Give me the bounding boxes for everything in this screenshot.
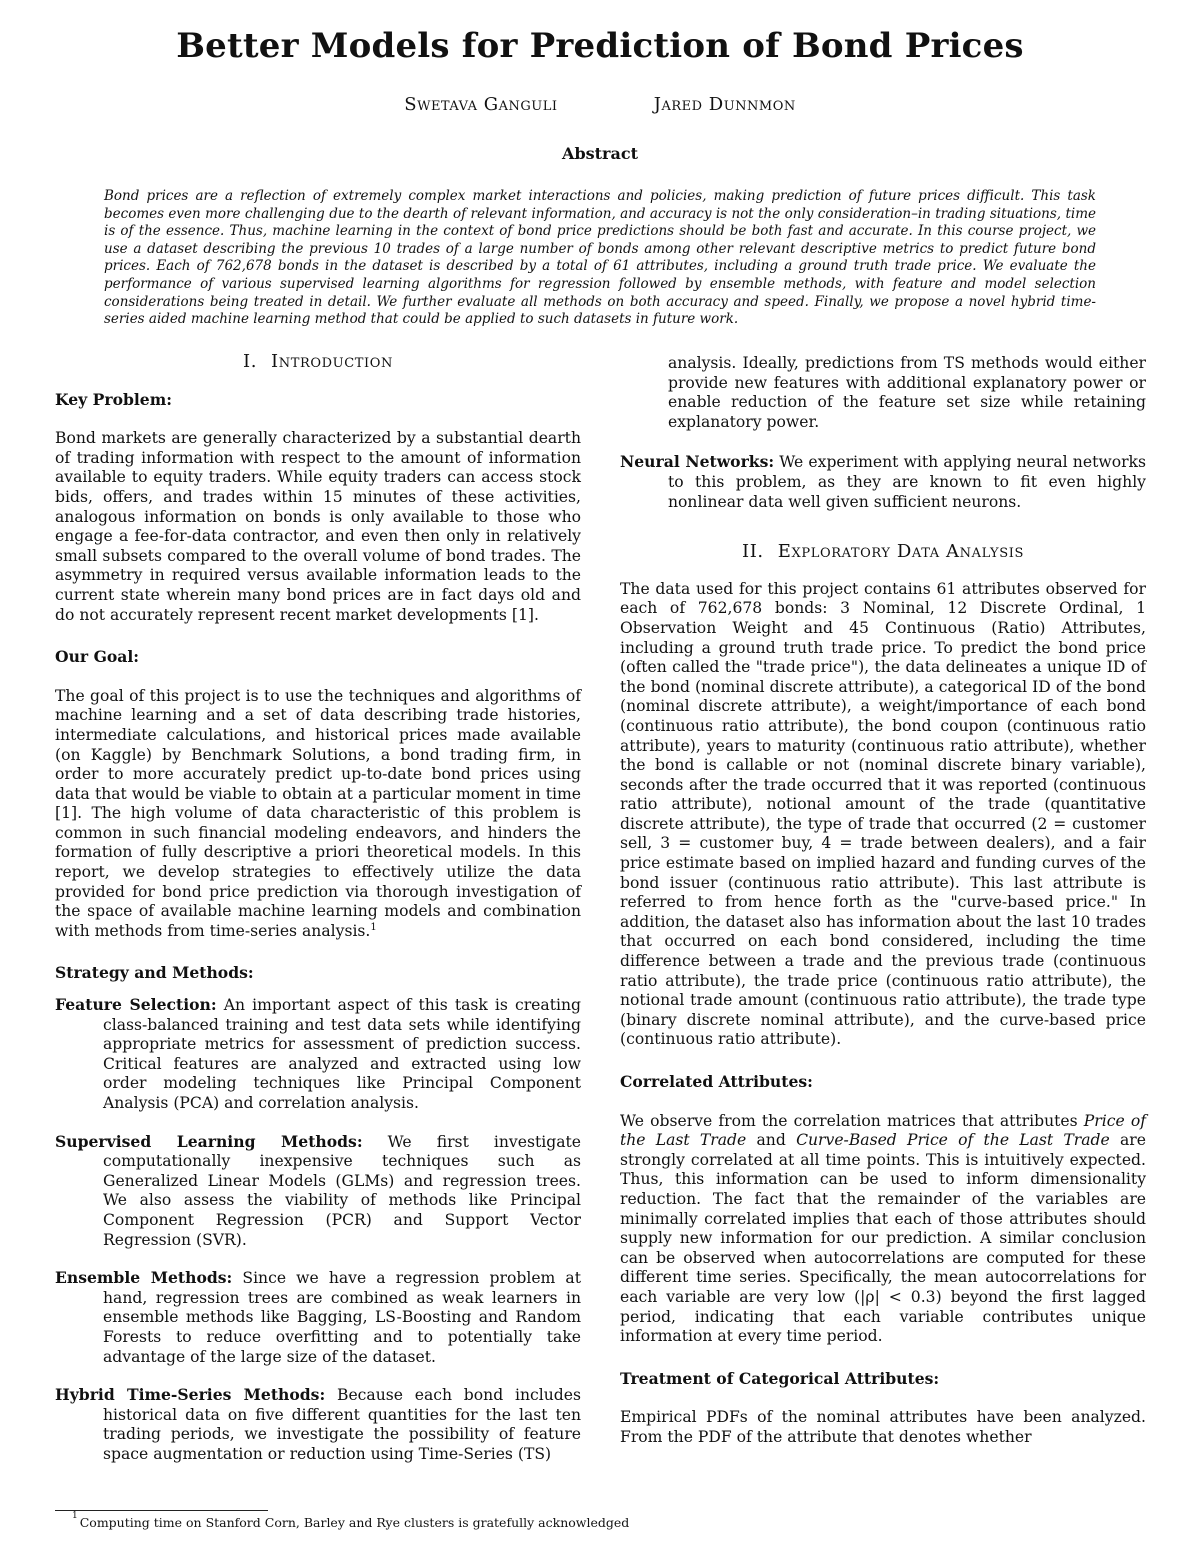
section-number: II. xyxy=(742,541,764,563)
list-item xyxy=(55,1268,581,1367)
strategy-heading: Strategy and Methods: xyxy=(55,963,254,983)
math-expression: (|ρ| < 0.3) xyxy=(854,1287,942,1306)
paper-title: Better Models for Prediction of Bond Prices xyxy=(176,26,1024,66)
right-column xyxy=(620,354,1146,1470)
list-item xyxy=(620,452,1146,512)
section-heading-introduction xyxy=(55,352,581,372)
text-run: are strongly correlated at all time points. This is intuitively expected. Thus, this information can be used to inform dimensionality reduction. The fact that the remainder of the variables are minimally correlated implies that each of those attributes should supply new information for our prediction. A similar conclusion can be observed when autocorrelations are computed for these different time series. Specifically, the mean autocorrelations for each variable are very low xyxy=(620,1131,1146,1306)
item-text: Since we have a regression problem at hand, regression trees are combined as weak learners in ensemble methods like Bagging, LS-Boosting and Random Forests to reduce overfitting and to potentially take advantage of the large size of the dataset. xyxy=(103,1269,581,1366)
categorical-attributes-heading: Treatment of Categorical Attributes: xyxy=(620,1368,940,1388)
key-problem-paragraph: Bond markets are generally characterized by a substantial dearth of trading information with respect to the amount of information available to equity traders. While equity traders can access stock bids, offers, and trades within 15 minutes of these activities, analogous information on bonds is only available to those who engage a fee-for-data contractor, and even then only in relatively small subsets compared to the overall volume of bond trades. The asymmetry in required versus available information leads to the current state wherein many bond prices are in fact days old and do not accurately represent recent market developments [1]. xyxy=(55,429,581,624)
emphasis-text: Price of the Last Trade xyxy=(620,1111,1146,1150)
hybrid-continuation: analysis. Ideally, predictions from TS methods would either provide new features with additional explanatory power or enable reduction of the feature set size while retaining explanatory power. xyxy=(668,354,1146,431)
section-title: Introduction xyxy=(271,351,393,372)
text-run: beyond the first lagged period, indicating that each variable contributes unique information at every time period. xyxy=(620,1287,1146,1346)
left-column xyxy=(55,352,581,1483)
author-list xyxy=(0,94,1200,115)
author-name: Jared Dunnmon xyxy=(653,94,796,115)
item-text: An important aspect of this task is creating class-balanced training and test data sets while identifying appropriate metrics for assessment of prediction success. Critical features are analyzed and extracted using low order modeling techniques like Principal Component Analysis (PCA) and correlation analysis. xyxy=(103,996,581,1112)
correlated-attributes-heading: Correlated Attributes: xyxy=(620,1072,813,1091)
item-text: We experiment with applying neural networks to this problem, as they are known to fit even highly nonlinear data well given sufficient neurons. xyxy=(668,453,1146,511)
section-heading-eda xyxy=(620,542,1146,562)
our-goal-paragraph xyxy=(55,687,581,942)
goal-text: The goal of this project is to use the techniques and algorithms of machine learning and a set of data describing trade histories, intermediate calculations, and historical prices made available (on Kaggle) by Benchmark Solutions, a bond trading firm, in order to more accurately predict up-to-date bond prices using data that would be viable to obtain at a particular moment in time [1]. The high volume of data characteristic of this problem is common in such financial modeling endeavors, and hinders the formation of fully descriptive a priori theoretical models. In this report, we develop strategies to effectively utilize the data provided for bond price prediction via thorough investigation of the space of available machine learning models and combination with methods from time-series analysis. xyxy=(55,686,581,940)
correlated-attributes-paragraph xyxy=(620,1112,1146,1347)
emphasis-text: Curve-Based Price of the Last Trade xyxy=(796,1131,1110,1150)
item-label: Supervised Learning Methods: xyxy=(55,1131,363,1151)
abstract-text: Bond prices are a reflection of extremely complex market interactions and policies, making prediction of future prices difficult. This task becomes even more challenging due to the dearth of relevant information, and accuracy is not the only consideration–in trading situations, time is of the essence. Thus, machine learning in the context of bond price predictions should be both fast and accurate. In this course project, we use a dataset describing the previous 10 trades of a large number of bonds among other relevant descriptive metrics to predict future bond prices. Each of 762,678 bonds in the dataset is described by a total of 61 attributes, including a ground truth trade price. We evaluate the performance of various supervised learning algorithms for regression followed by ensemble methods, with feature and model selection considerations being treated in detail. We further evaluate all methods on both accuracy and speed. Finally, we propose a novel hybrid time-series aided machine learning method that could be applied to such datasets in future work. xyxy=(104,188,1096,328)
footnote-mark: 1 xyxy=(72,1510,78,1521)
footnote-divider xyxy=(55,1510,268,1511)
footnote xyxy=(72,1510,872,1531)
categorical-attributes-paragraph: Empirical PDFs of the nominal attributes have been analyzed. From the PDF of the attribute that denotes whether xyxy=(620,1408,1146,1446)
item-label: Ensemble Methods: xyxy=(55,1268,233,1288)
footnote-text: Computing time on Stanford Corn, Barley and Rye clusters is gratefully acknowledged xyxy=(79,1515,630,1530)
footnote-marker[interactable]: 1 xyxy=(370,921,377,933)
key-problem-heading: Key Problem: xyxy=(55,389,172,409)
our-goal-heading: Our Goal: xyxy=(55,647,140,667)
item-text: We first investigate computationally inexpensive techniques such as Generalized Linear Models (GLMs) and regression trees. We also assess the viability of methods like Principal Component Regression (PCR) and Support Vector Regression (SVR). xyxy=(103,1132,581,1249)
abstract-heading: Abstract xyxy=(562,144,638,163)
item-label: Feature Selection: xyxy=(55,995,217,1015)
section-title: Exploratory Data Analysis xyxy=(777,541,1024,563)
author-name: Swetava Ganguli xyxy=(404,94,558,115)
list-item xyxy=(55,995,581,1114)
list-item xyxy=(55,1385,581,1464)
text-run: We observe from the correlation matrices that attributes xyxy=(620,1111,1078,1130)
item-label: Neural Networks: xyxy=(620,452,775,472)
eda-paragraph: The data used for this project contains 61 attributes observed for each of 762,678 bonds: 3 Nominal, 12 Discrete Ordinal, 1 Observation Weight and 45 Continuous (Ratio) Attributes, including a ground truth trade price. To predict the bond price (often called the "trade price"), the data delineates a unique ID of the bond (nominal discrete attribute), a categorical ID of the bond (nominal discrete attribute), a weight/importance of each bond (continuous ratio attribute), the bond coupon (continuous ratio attribute), years to maturity (continuous ratio attribute), whether the bond is callable or not (nominal discrete binary variable), seconds after the trade occurred that it was reported (continuous ratio attribute), notional amount of the trade (quantitative discrete attribute), the type of trade that occurred (2 = customer sell, 3 = customer buy, 4 = trade between dealers), and a fair price estimate based on implied hazard and funding curves of the bond issuer (continuous ratio attribute). This last attribute is referred to from hence forth as the "curve-based price." In addition, the dataset also has information about the last 10 trades that occurred on each bond considered, including the time difference between a trade and the previous trade (continuous ratio attribute), the trade price (continuous ratio attribute), the notional trade amount (continuous ratio attribute), the trade type (binary discrete nominal attribute), and the curve-based price (continuous ratio attribute). xyxy=(620,579,1146,1049)
item-label: Hybrid Time-Series Methods: xyxy=(55,1385,326,1405)
item-text: Because each bond includes historical data on five different quantities for the last ten trading periods, we investigate the possibility of feature space augmentation or reduction using Time-Series (TS) xyxy=(103,1386,581,1463)
section-number: I. xyxy=(242,351,258,372)
text-run: and xyxy=(756,1131,786,1150)
list-item xyxy=(55,1132,581,1251)
